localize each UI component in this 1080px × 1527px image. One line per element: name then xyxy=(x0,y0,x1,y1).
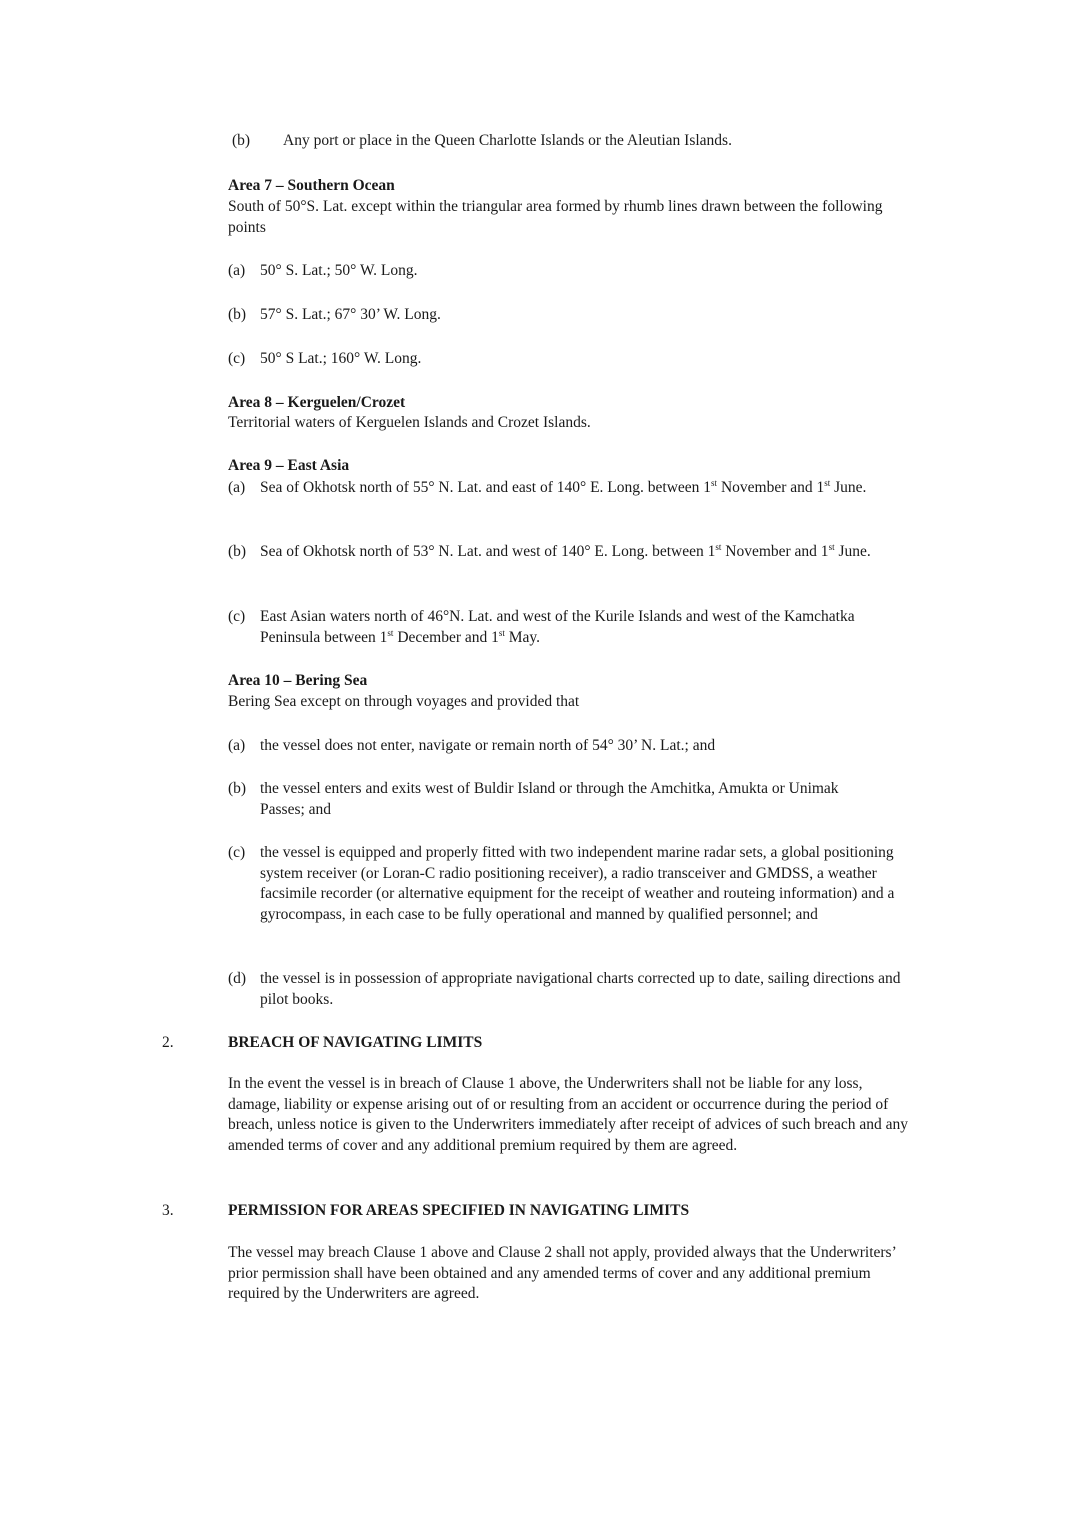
item-text: Sea of Okhotsk north of 55° N. Lat. and east of 140° E. Long. between 1st November and 1st June. xyxy=(260,477,867,496)
area10-item-b xyxy=(228,779,908,820)
item-text: Sea of Okhotsk north of 53° N. Lat. and west of 140° E. Long. between 1st November and 1st June. xyxy=(260,541,871,560)
item-text: East Asian waters north of 46°N. Lat. and west of the Kurile Islands and west of the Kamchatka Peninsula between 1st December and 1st May. xyxy=(260,608,855,646)
area10-heading: Area 10 – Bering Sea xyxy=(228,672,368,689)
area7-item-a xyxy=(228,261,928,282)
item-text: the vessel does not enter, navigate or remain north of 54° 30’ N. Lat.; and xyxy=(260,737,716,754)
item-label: (a) xyxy=(228,479,246,496)
area8-heading: Area 8 – Kerguelen/Crozet xyxy=(228,394,406,411)
item-text: Any port or place in the Queen Charlotte Islands or the Aleutian Islands. xyxy=(283,132,732,149)
item-label: (b) xyxy=(232,132,251,149)
item-label: (b) xyxy=(228,306,247,323)
item-text: the vessel is in possession of appropriate navigational charts corrected up to date, sailing directions and pilot books. xyxy=(260,970,901,1008)
item-text: 57° S. Lat.; 67° 30’ W. Long. xyxy=(260,306,441,323)
clause2-text: In the event the vessel is in breach of Clause 1 above, the Underwriters shall not be liable for any loss, damage, liability or expense arising out of or resulting from an accident or occurrence during the period of breach, unless notice is given to the Underwriters immediately after receipt of advices of such breach and any amended terms of cover and any additional premium required by them are agreed. xyxy=(228,1075,909,1154)
area8-text: Territorial waters of Kerguelen Islands and Crozet Islands. xyxy=(228,414,591,431)
item-label: (a) xyxy=(228,262,246,279)
area6-item-b xyxy=(232,131,932,152)
area9-heading: Area 9 – East Asia xyxy=(228,457,350,474)
area10-item-d xyxy=(228,969,928,1010)
item-label: (a) xyxy=(228,737,246,754)
area10-intro: Bering Sea except on through voyages and provided that xyxy=(228,693,580,710)
clause3-number: 3. xyxy=(162,1202,174,1219)
item-label: (d) xyxy=(228,970,247,987)
item-label: (c) xyxy=(228,608,246,625)
clause2-number: 2. xyxy=(162,1034,174,1051)
item-text: the vessel enters and exits west of Buldir Island or through the Amchitka, Amukta or Unimak Passes; and xyxy=(260,780,839,818)
area9-item-a xyxy=(228,478,928,499)
item-label: (c) xyxy=(228,350,246,367)
area9-item-c xyxy=(228,607,908,648)
clause3-text: The vessel may breach Clause 1 above and Clause 2 shall not apply, provided always that the Underwriters’ prior permission shall have been obtained and any amended terms of cover and any additional premium required by the Underwriters are agreed. xyxy=(228,1244,896,1302)
item-text: 50° S Lat.; 160° W. Long. xyxy=(260,350,422,367)
item-text: the vessel is equipped and properly fitted with two independent marine radar sets, a global positioning system receiver (or Loran-C radio positioning receiver), a radio transceiver and GMDSS, a weather facsimile recorder (or alternative equipment for the receipt of weather and routeing information) and a gyrocompass, in each case to be fully operational and manned by qualified personnel; and xyxy=(260,844,895,923)
area7-item-b xyxy=(228,305,928,326)
item-label: (b) xyxy=(228,543,247,560)
item-label: (c) xyxy=(228,844,246,861)
area7-intro: South of 50°S. Lat. except within the triangular area formed by rhumb lines drawn between the following points xyxy=(228,198,883,236)
area9-item-b xyxy=(228,542,928,563)
area7-item-c xyxy=(228,349,928,370)
area7-heading: Area 7 – Southern Ocean xyxy=(228,177,395,194)
area10-item-c xyxy=(228,843,928,925)
clause2-heading: BREACH OF NAVIGATING LIMITS xyxy=(228,1034,483,1051)
item-text: 50° S. Lat.; 50° W. Long. xyxy=(260,262,418,279)
area10-item-a xyxy=(228,736,928,757)
clause3-heading: PERMISSION FOR AREAS SPECIFIED IN NAVIGATING LIMITS xyxy=(228,1202,690,1219)
item-label: (b) xyxy=(228,780,247,797)
